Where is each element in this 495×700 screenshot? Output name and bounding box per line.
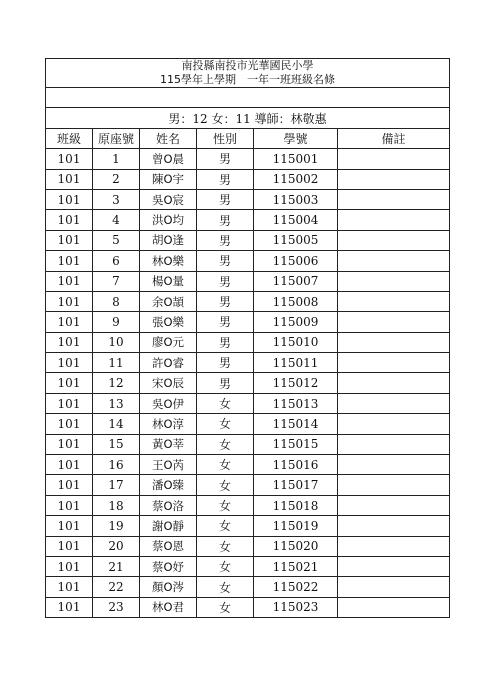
seat-number-cell: 8 — [93, 291, 140, 311]
remarks-cell — [338, 291, 450, 311]
student-id-cell: 115010 — [254, 332, 338, 352]
name-cell: 吳O伊 — [140, 393, 197, 413]
name-cell: 許O睿 — [140, 353, 197, 373]
table-row — [46, 475, 450, 495]
gender-cell: 男 — [197, 373, 254, 393]
gender-cell: 女 — [197, 577, 254, 597]
table-row — [46, 414, 450, 434]
header-seat-number: 原座號 — [93, 128, 140, 148]
seat-number-cell: 22 — [93, 577, 140, 597]
remarks-cell — [338, 393, 450, 413]
seat-number-cell: 20 — [93, 536, 140, 556]
gender-cell: 男 — [197, 251, 254, 271]
student-id-cell: 115007 — [254, 271, 338, 291]
table-row — [46, 434, 450, 454]
gender-cell: 女 — [197, 516, 254, 536]
header-row — [46, 128, 450, 148]
remarks-cell — [338, 271, 450, 291]
class-cell: 101 — [46, 577, 93, 597]
gender-cell: 女 — [197, 556, 254, 576]
name-cell: 林O君 — [140, 597, 197, 617]
table-row — [46, 291, 450, 311]
name-cell: 林O樂 — [140, 251, 197, 271]
class-cell: 101 — [46, 271, 93, 291]
remarks-cell — [338, 210, 450, 230]
student-id-cell: 115012 — [254, 373, 338, 393]
seat-number-cell: 3 — [93, 189, 140, 209]
seat-number-cell: 23 — [93, 597, 140, 617]
seat-number-cell: 21 — [93, 556, 140, 576]
class-cell: 101 — [46, 230, 93, 250]
student-id-cell: 115011 — [254, 353, 338, 373]
name-cell: 蔡O洛 — [140, 495, 197, 515]
school-name: 南投縣南投市光華國民小學 — [181, 59, 314, 72]
seat-number-cell: 2 — [93, 169, 140, 189]
seat-number-cell: 12 — [93, 373, 140, 393]
class-cell: 101 — [46, 353, 93, 373]
table-row — [46, 353, 450, 373]
remarks-cell — [338, 414, 450, 434]
class-cell: 101 — [46, 536, 93, 556]
seat-number-cell: 6 — [93, 251, 140, 271]
gender-cell: 女 — [197, 434, 254, 454]
gender-cell: 男 — [197, 149, 254, 169]
gender-cell: 女 — [197, 414, 254, 434]
remarks-cell — [338, 455, 450, 475]
class-summary: 男：12 女：11 導師：林敬惠 — [46, 108, 450, 128]
remarks-cell — [338, 251, 450, 271]
header-name: 姓名 — [140, 128, 197, 148]
seat-number-cell: 5 — [93, 230, 140, 250]
gender-cell: 女 — [197, 536, 254, 556]
student-id-cell: 115019 — [254, 516, 338, 536]
gender-cell: 男 — [197, 189, 254, 209]
name-cell: 顏O涔 — [140, 577, 197, 597]
student-id-cell: 115006 — [254, 251, 338, 271]
table-row — [46, 495, 450, 515]
header-class: 班級 — [46, 128, 93, 148]
gender-cell: 女 — [197, 393, 254, 413]
header-student-id: 學號 — [254, 128, 338, 148]
class-cell: 101 — [46, 556, 93, 576]
student-id-cell: 115016 — [254, 455, 338, 475]
seat-number-cell: 16 — [93, 455, 140, 475]
table-row — [46, 516, 450, 536]
remarks-cell — [338, 597, 450, 617]
student-id-cell: 115018 — [254, 495, 338, 515]
remarks-cell — [338, 495, 450, 515]
remarks-cell — [338, 149, 450, 169]
remarks-cell — [338, 230, 450, 250]
name-cell: 陳O宇 — [140, 169, 197, 189]
document-title — [46, 59, 450, 88]
student-id-cell: 115002 — [254, 169, 338, 189]
name-cell: 蔡O妤 — [140, 556, 197, 576]
class-cell: 101 — [46, 373, 93, 393]
remarks-cell — [338, 536, 450, 556]
class-cell: 101 — [46, 434, 93, 454]
table-row — [46, 230, 450, 250]
title-row — [46, 59, 450, 88]
student-id-cell: 115013 — [254, 393, 338, 413]
class-cell: 101 — [46, 251, 93, 271]
student-id-cell: 115020 — [254, 536, 338, 556]
name-cell: 謝O靜 — [140, 516, 197, 536]
remarks-cell — [338, 353, 450, 373]
seat-number-cell: 7 — [93, 271, 140, 291]
name-cell: 宋O辰 — [140, 373, 197, 393]
name-cell: 潘O臻 — [140, 475, 197, 495]
seat-number-cell: 14 — [93, 414, 140, 434]
table-row — [46, 251, 450, 271]
student-id-cell: 115023 — [254, 597, 338, 617]
gender-cell: 男 — [197, 291, 254, 311]
gender-cell: 男 — [197, 312, 254, 332]
remarks-cell — [338, 577, 450, 597]
class-cell: 101 — [46, 475, 93, 495]
blank-row — [46, 88, 450, 108]
seat-number-cell: 17 — [93, 475, 140, 495]
gender-cell: 男 — [197, 210, 254, 230]
class-cell: 101 — [46, 393, 93, 413]
class-roster-sheet — [45, 58, 449, 618]
seat-number-cell: 19 — [93, 516, 140, 536]
remarks-cell — [338, 312, 450, 332]
student-id-cell: 115014 — [254, 414, 338, 434]
class-cell: 101 — [46, 516, 93, 536]
student-id-cell: 115005 — [254, 230, 338, 250]
table-row — [46, 210, 450, 230]
name-cell: 曾O晨 — [140, 149, 197, 169]
class-roster-table — [45, 58, 450, 618]
class-cell: 101 — [46, 495, 93, 515]
name-cell: 吳O宸 — [140, 189, 197, 209]
name-cell: 蔡O恩 — [140, 536, 197, 556]
seat-number-cell: 13 — [93, 393, 140, 413]
student-id-cell: 115021 — [254, 556, 338, 576]
table-row — [46, 332, 450, 352]
header-gender: 性別 — [197, 128, 254, 148]
table-row — [46, 149, 450, 169]
table-row — [46, 455, 450, 475]
class-cell: 101 — [46, 149, 93, 169]
table-row — [46, 312, 450, 332]
student-id-cell: 115015 — [254, 434, 338, 454]
student-id-cell: 115009 — [254, 312, 338, 332]
name-cell: 王O芮 — [140, 455, 197, 475]
table-row — [46, 373, 450, 393]
class-cell: 101 — [46, 210, 93, 230]
seat-number-cell: 4 — [93, 210, 140, 230]
summary-row — [46, 108, 450, 128]
name-cell: 楊O量 — [140, 271, 197, 291]
student-id-cell: 115001 — [254, 149, 338, 169]
gender-cell: 男 — [197, 332, 254, 352]
seat-number-cell: 1 — [93, 149, 140, 169]
seat-number-cell: 11 — [93, 353, 140, 373]
remarks-cell — [338, 332, 450, 352]
student-id-cell: 115017 — [254, 475, 338, 495]
gender-cell: 女 — [197, 597, 254, 617]
gender-cell: 女 — [197, 455, 254, 475]
table-row — [46, 556, 450, 576]
class-cell: 101 — [46, 332, 93, 352]
gender-cell: 女 — [197, 475, 254, 495]
table-row — [46, 597, 450, 617]
table-row — [46, 393, 450, 413]
remarks-cell — [338, 373, 450, 393]
table-row — [46, 536, 450, 556]
name-cell: 胡O逢 — [140, 230, 197, 250]
class-cell: 101 — [46, 189, 93, 209]
table-row — [46, 577, 450, 597]
header-remarks: 備註 — [338, 128, 450, 148]
table-row — [46, 271, 450, 291]
seat-number-cell: 18 — [93, 495, 140, 515]
class-cell: 101 — [46, 169, 93, 189]
seat-number-cell: 15 — [93, 434, 140, 454]
gender-cell: 女 — [197, 495, 254, 515]
class-cell: 101 — [46, 597, 93, 617]
remarks-cell — [338, 434, 450, 454]
name-cell: 黃O莘 — [140, 434, 197, 454]
seat-number-cell: 9 — [93, 312, 140, 332]
blank-cell — [46, 88, 450, 108]
class-cell: 101 — [46, 312, 93, 332]
student-id-cell: 115003 — [254, 189, 338, 209]
name-cell: 林O淳 — [140, 414, 197, 434]
table-row — [46, 169, 450, 189]
remarks-cell — [338, 169, 450, 189]
remarks-cell — [338, 189, 450, 209]
name-cell: 廖O元 — [140, 332, 197, 352]
name-cell: 洪O均 — [140, 210, 197, 230]
remarks-cell — [338, 556, 450, 576]
gender-cell: 男 — [197, 230, 254, 250]
student-id-cell: 115022 — [254, 577, 338, 597]
table-row — [46, 189, 450, 209]
remarks-cell — [338, 475, 450, 495]
roster-title: 115學年上學期 一年一班班級名條 — [160, 73, 336, 86]
class-cell: 101 — [46, 455, 93, 475]
student-id-cell: 115008 — [254, 291, 338, 311]
name-cell: 余O頡 — [140, 291, 197, 311]
gender-cell: 男 — [197, 271, 254, 291]
seat-number-cell: 10 — [93, 332, 140, 352]
student-id-cell: 115004 — [254, 210, 338, 230]
class-cell: 101 — [46, 414, 93, 434]
remarks-cell — [338, 516, 450, 536]
gender-cell: 男 — [197, 353, 254, 373]
gender-cell: 男 — [197, 169, 254, 189]
name-cell: 張O樂 — [140, 312, 197, 332]
class-cell: 101 — [46, 291, 93, 311]
